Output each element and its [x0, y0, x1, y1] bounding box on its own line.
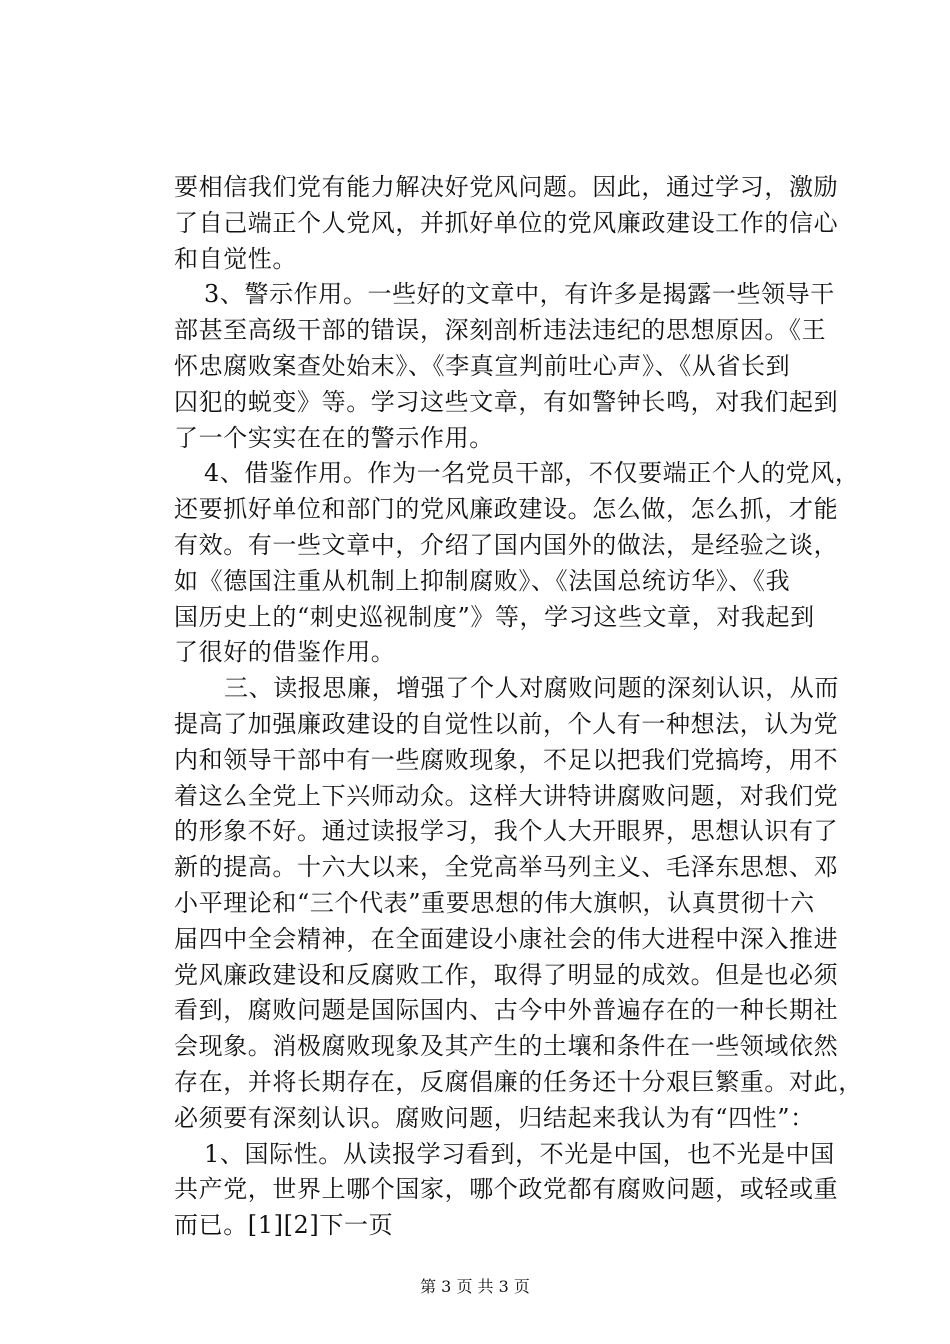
text-line: 党风廉政建设和反腐败工作，取得了明显的成效。但是也必须 — [174, 960, 839, 989]
text-line: 届四中全会精神，在全面建设小康社会的伟大进程中深入推进 — [174, 924, 839, 953]
text-line: 内和领导干部中有一些腐败现象，不足以把我们党搞垮，用不 — [174, 745, 839, 774]
text-line: 囚犯的蜕变》等。学习这些文章，有如警钟长鸣，对我们起到 — [174, 387, 839, 416]
text-line: 国历史上的“刺史巡视制度”》等，学习这些文章，对我起到 — [174, 602, 815, 631]
text-line: 1、国际性。从读报学习看到，不光是中国，也不光是中国 — [204, 1139, 835, 1168]
text-line: 会现象。消极腐败现象及其产生的土壤和条件在一些领域依然 — [174, 1032, 839, 1061]
text-line: 部甚至高级干部的错误，深刻剖析违法违纪的思想原因。《王 — [174, 316, 827, 345]
text-line: 了很好的借鉴作用。 — [174, 638, 396, 667]
document-body — [174, 170, 864, 1244]
text-line: 新的提高。十六大以来，全党高举马列主义、毛泽东思想、邓 — [174, 853, 839, 882]
text-line: 要相信我们党有能力解决好党风问题。因此，通过学习，激励 — [174, 173, 839, 201]
text-line: 必须要有深刻认识。腐败问题，归结起来我认为有“四性”： — [174, 1103, 815, 1132]
text-line: 着这么全党上下兴师动众。这样大讲特讲腐败问题，对我们党 — [174, 781, 839, 810]
text-line: 而已。[1][2]下一页 — [174, 1211, 394, 1240]
text-line: 提高了加强廉政建设的自觉性以前，个人有一种想法，认为党 — [174, 709, 839, 738]
text-line: 还要抓好单位和部门的党风廉政建设。怎么做，怎么抓，才能 — [174, 495, 839, 524]
text-line: 4、借鉴作用。作为一名党员干部，不仅要端正个人的党风， — [204, 459, 860, 488]
text-line: 有效。有一些文章中，介绍了国内国外的做法，是经验之谈， — [174, 530, 839, 559]
text-line: 小平理论和“三个代表”重要思想的伟大旗帜，认真贯彻十六 — [174, 888, 815, 917]
text-line: 的形象不好。通过读报学习，我个人大开眼界，思想认识有了 — [174, 817, 839, 846]
text-line: 和自觉性。 — [174, 244, 297, 273]
text-line: 3、警示作用。一些好的文章中，有许多是揭露一些领导干 — [204, 280, 835, 309]
text-line: 如《德国注重从机制上抑制腐败》、《法国总统访华》、《我 — [174, 566, 791, 595]
text-line: 了一个实实在在的警示作用。 — [174, 423, 494, 452]
text-line: 怀忠腐败案查处始末》、《李真宣判前吐心声》、《从省长到 — [174, 351, 791, 380]
text-line: 看到，腐败问题是国际国内、古今中外普遍存在的一种长期社 — [174, 996, 839, 1025]
page-number-footer: 第 3 页 共 3 页 — [420, 1277, 530, 1296]
text-line: 三、读报思廉，增强了个人对腐败问题的深刻认识，从而 — [224, 674, 839, 703]
text-line: 存在，并将长期存在，反腐倡廉的任务还十分艰巨繁重。对此， — [174, 1067, 863, 1096]
text-line: 了自己端正个人党风，并抓好单位的党风廉政建设工作的信心 — [174, 208, 839, 237]
text-line: 共产党，世界上哪个国家，哪个政党都有腐败问题，或轻或重 — [174, 1175, 839, 1204]
